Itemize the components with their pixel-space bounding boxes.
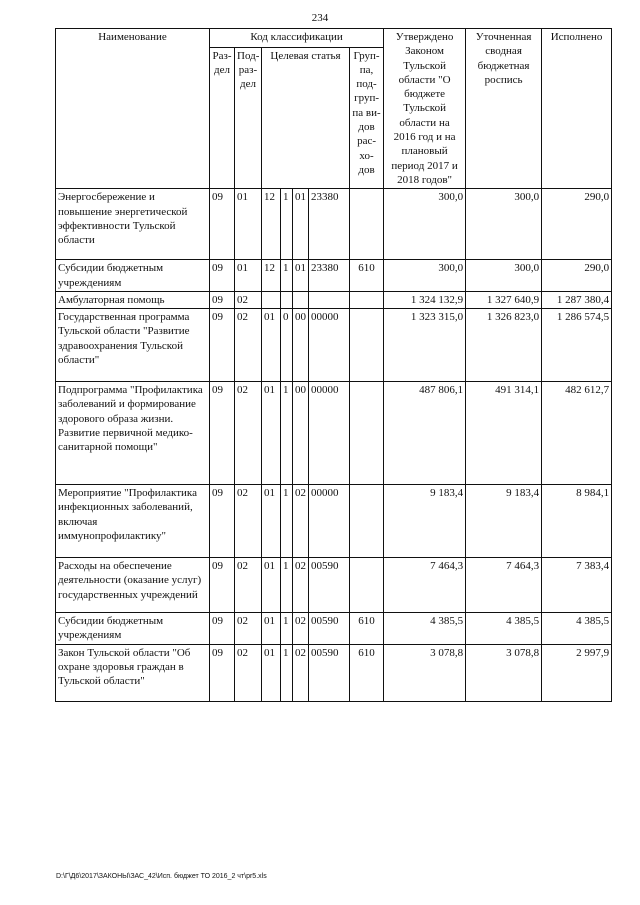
header-target: Целевая статья (262, 47, 350, 189)
row-refined: 300,0 (466, 189, 542, 260)
row-target-event: 00 (293, 382, 309, 485)
row-target-direction: 00590 (309, 558, 350, 613)
row-target-event: 02 (293, 644, 309, 701)
row-refined: 3 078,8 (466, 644, 542, 701)
header-name: Наименование (56, 29, 210, 189)
row-target-subprogram: 1 (281, 382, 293, 485)
row-name: Амбулаторная помощь (56, 291, 210, 308)
page-number: 234 (311, 12, 329, 24)
row-target-program: 12 (262, 260, 281, 292)
row-podrazdel: 01 (235, 260, 262, 292)
row-name: Мероприятие "Профилактика инфекционных заболеваний, включая иммунопрофилактику" (56, 485, 210, 558)
row-razdel: 09 (210, 291, 235, 308)
row-approved: 4 385,5 (384, 613, 466, 645)
budget-table (55, 28, 612, 702)
row-target-subprogram: 1 (281, 485, 293, 558)
row-name: Субсидии бюджетным учреждениям (56, 260, 210, 292)
row-approved: 300,0 (384, 189, 466, 260)
row-approved: 3 078,8 (384, 644, 466, 701)
row-executed: 1 286 574,5 (542, 309, 612, 382)
row-razdel: 09 (210, 485, 235, 558)
row-target-direction: 00000 (309, 309, 350, 382)
row-target-program: 01 (262, 309, 281, 382)
row-name: Субсидии бюджетным учреждениям (56, 613, 210, 645)
row-target-direction (309, 291, 350, 308)
row-approved: 9 183,4 (384, 485, 466, 558)
row-razdel: 09 (210, 558, 235, 613)
header-approved: Утверждено Законом Тульской области "О бюджете Тульской области на 2016 год и на плановый период 2017 и 2018 годов" (384, 29, 466, 189)
row-target-direction: 23380 (309, 260, 350, 292)
header-vid: Груп- па, под- груп- па ви- дов рас- хо- дов (350, 47, 384, 189)
row-name: Энергосбережение и повышение энергетической эффективности Тульской области (56, 189, 210, 260)
header-razdel: Раз- дел (210, 47, 235, 189)
row-target-subprogram: 0 (281, 309, 293, 382)
row-target-event: 01 (293, 189, 309, 260)
header-code-group: Код классификации (210, 29, 384, 48)
row-vid (350, 485, 384, 558)
file-path-footer: D:\Г\Д6\2017\ЗАКОНЫ\ЗАС_42\Исп. бюджет ТО 2016_2 чт\pr5.xls (56, 873, 267, 880)
header-refined: Уточненная сводная бюджетная роспись (466, 29, 542, 189)
row-razdel: 09 (210, 613, 235, 645)
row-executed: 1 287 380,4 (542, 291, 612, 308)
row-razdel: 09 (210, 260, 235, 292)
row-name: Расходы на обеспечение деятельности (оказание услуг) государственных учреждений (56, 558, 210, 613)
row-refined: 300,0 (466, 260, 542, 292)
row-vid: 610 (350, 613, 384, 645)
row-target-event: 02 (293, 558, 309, 613)
table-body (56, 189, 612, 701)
row-target-program: 01 (262, 613, 281, 645)
row-approved: 7 464,3 (384, 558, 466, 613)
row-executed: 290,0 (542, 189, 612, 260)
row-target-program (262, 291, 281, 308)
row-vid: 610 (350, 644, 384, 701)
row-target-subprogram: 1 (281, 189, 293, 260)
row-refined: 4 385,5 (466, 613, 542, 645)
row-target-event: 00 (293, 309, 309, 382)
table-row (56, 189, 612, 260)
row-name: Закон Тульской области "Об охране здоровья граждан в Тульской области" (56, 644, 210, 701)
table-row (56, 613, 612, 645)
row-target-event: 02 (293, 613, 309, 645)
row-razdel: 09 (210, 309, 235, 382)
row-target-direction: 00000 (309, 382, 350, 485)
row-podrazdel: 02 (235, 382, 262, 485)
row-executed: 8 984,1 (542, 485, 612, 558)
row-target-direction: 00000 (309, 485, 350, 558)
row-vid (350, 558, 384, 613)
header-podrazdel: Под- раз- дел (235, 47, 262, 189)
row-razdel: 09 (210, 189, 235, 260)
row-name: Подпрограмма "Профилактика заболеваний и формирование здорового образа жизни. Развитие первичной медико-санитарной помощи" (56, 382, 210, 485)
row-target-subprogram: 1 (281, 613, 293, 645)
row-target-program: 01 (262, 558, 281, 613)
table-row (56, 558, 612, 613)
row-target-subprogram: 1 (281, 260, 293, 292)
row-executed: 2 997,9 (542, 644, 612, 701)
row-target-subprogram: 1 (281, 558, 293, 613)
row-podrazdel: 02 (235, 613, 262, 645)
header-executed: Исполнено (542, 29, 612, 189)
row-target-program: 01 (262, 485, 281, 558)
table-row (56, 291, 612, 308)
row-podrazdel: 02 (235, 309, 262, 382)
row-podrazdel: 02 (235, 291, 262, 308)
row-podrazdel: 02 (235, 558, 262, 613)
row-executed: 4 385,5 (542, 613, 612, 645)
row-target-subprogram: 1 (281, 644, 293, 701)
table-row (56, 309, 612, 382)
table-row (56, 485, 612, 558)
row-refined: 491 314,1 (466, 382, 542, 485)
table-header (56, 29, 612, 189)
row-target-program: 01 (262, 644, 281, 701)
table-row (56, 260, 612, 292)
row-refined: 7 464,3 (466, 558, 542, 613)
row-target-event: 02 (293, 485, 309, 558)
row-razdel: 09 (210, 382, 235, 485)
row-podrazdel: 02 (235, 644, 262, 701)
row-target-direction: 23380 (309, 189, 350, 260)
row-target-program: 01 (262, 382, 281, 485)
row-executed: 7 383,4 (542, 558, 612, 613)
row-executed: 290,0 (542, 260, 612, 292)
row-vid: 610 (350, 260, 384, 292)
row-podrazdel: 02 (235, 485, 262, 558)
row-target-event (293, 291, 309, 308)
table-row (56, 382, 612, 485)
row-approved: 300,0 (384, 260, 466, 292)
row-podrazdel: 01 (235, 189, 262, 260)
row-target-subprogram (281, 291, 293, 308)
row-vid (350, 309, 384, 382)
row-vid (350, 291, 384, 308)
row-target-event: 01 (293, 260, 309, 292)
row-target-direction: 00590 (309, 644, 350, 701)
row-vid (350, 189, 384, 260)
row-approved: 1 324 132,9 (384, 291, 466, 308)
row-name: Государственная программа Тульской области "Развитие здравоохранения Тульской области" (56, 309, 210, 382)
table-row (56, 644, 612, 701)
row-approved: 1 323 315,0 (384, 309, 466, 382)
row-vid (350, 382, 384, 485)
row-executed: 482 612,7 (542, 382, 612, 485)
row-approved: 487 806,1 (384, 382, 466, 485)
row-razdel: 09 (210, 644, 235, 701)
row-target-program: 12 (262, 189, 281, 260)
row-target-direction: 00590 (309, 613, 350, 645)
row-refined: 1 326 823,0 (466, 309, 542, 382)
row-refined: 1 327 640,9 (466, 291, 542, 308)
row-refined: 9 183,4 (466, 485, 542, 558)
